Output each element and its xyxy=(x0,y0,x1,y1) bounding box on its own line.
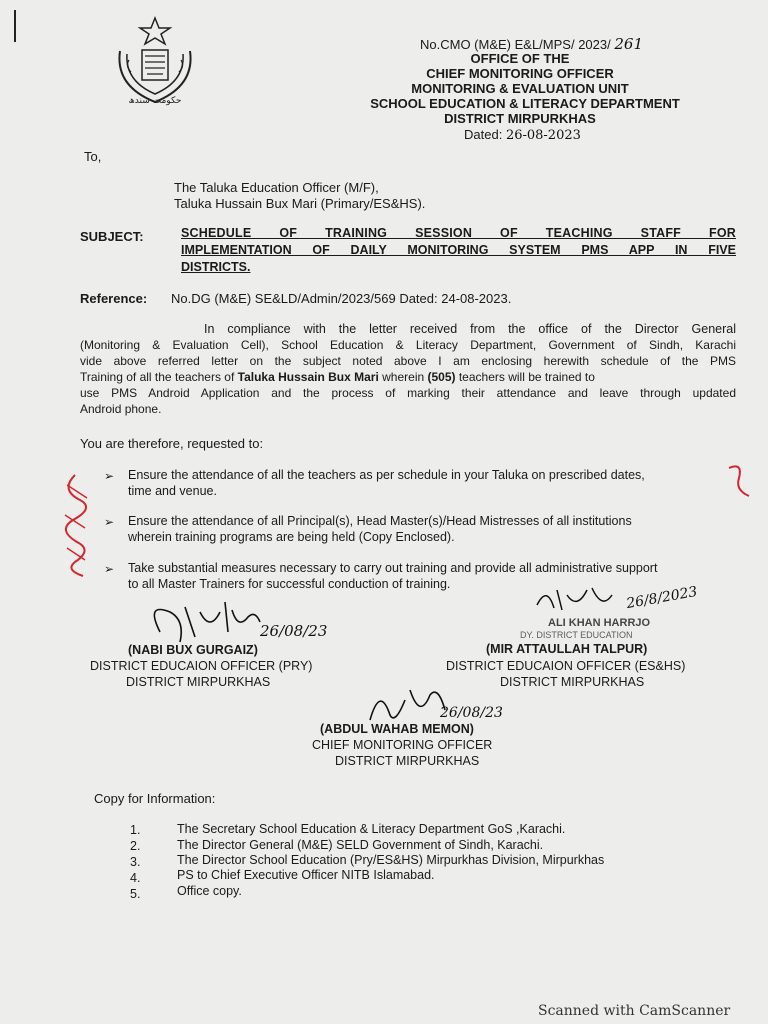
bullet-3-line-2: to all Master Trainers for successful conduction of training. xyxy=(128,577,451,591)
bullet-1-line-2: time and venue. xyxy=(128,484,217,498)
red-check-mark xyxy=(725,460,755,500)
right-stamp-line-1: ALI KHAN HARRJO xyxy=(548,617,651,629)
taluka-name: Taluka Hussain Bux Mari xyxy=(237,370,379,384)
copy-item-number: 3. xyxy=(130,855,141,869)
reference-text: No.DG (M&E) SE&LD/Admin/2023/569 Dated: 24-08-2023. xyxy=(171,291,512,306)
bullet-3-line-1: Take substantial measures necessary to carry out training and provide all administrative support xyxy=(128,561,658,575)
dated-value: 26-08-2023 xyxy=(505,128,581,143)
bullet-2-line-2: wherein training programs are being held (Copy Enclosed). xyxy=(128,530,455,544)
subject-line-3: DISTRICTS. xyxy=(181,260,251,274)
center-signatory-district: DISTRICT MIRPURKHAS xyxy=(335,754,480,768)
office-title-5: DISTRICT MIRPURKHAS xyxy=(444,111,596,126)
bullet-marker: ➢ xyxy=(104,562,115,576)
bullet-1-line-1: Ensure the attendance of all the teachers as per schedule in your Taluka on prescribed dates, xyxy=(128,468,645,482)
copy-item-text: The Director General (M&E) SELD Government of Sindh, Karachi. xyxy=(177,838,544,852)
paragraph-line-2: (Monitoring & Evaluation Cell), School Education & Literacy Department, Government of Sindh, Karachi xyxy=(80,338,736,352)
paragraph-line-4 xyxy=(80,370,736,385)
government-seal xyxy=(105,16,205,111)
left-signatory-district: DISTRICT MIRPURKHAS xyxy=(126,675,271,689)
margin-line xyxy=(14,10,16,42)
paragraph-text: Training of all the teachers of xyxy=(80,370,238,384)
subject-line-2: IMPLEMENTATION OF DAILY MONITORING SYSTEM PMS APP IN FIVE xyxy=(181,243,736,257)
paragraph-line-6: Android phone. xyxy=(80,402,162,416)
copy-item-number: 2. xyxy=(130,839,141,853)
dated-line xyxy=(464,127,581,143)
left-signature-date: 26/08/23 xyxy=(260,622,328,640)
office-title-2: CHIEF MONITORING OFFICER xyxy=(426,66,614,81)
office-title-1: OFFICE OF THE xyxy=(470,51,570,66)
scanner-watermark: Scanned with CamScanner xyxy=(538,1003,731,1019)
copy-item-number: 4. xyxy=(130,871,141,885)
center-signatory-title: CHIEF MONITORING OFFICER xyxy=(312,738,493,752)
reference-number-handwritten: 261 xyxy=(614,35,643,53)
paragraph-text: teachers will be trained to xyxy=(455,370,595,384)
copy-label: Copy for Information: xyxy=(94,791,216,806)
addressee-line-1: The Taluka Education Officer (M/F), xyxy=(174,180,379,195)
requested-text: You are therefore, requested to: xyxy=(80,436,264,451)
office-title-4: SCHOOL EDUCATION & LITERACY DEPARTMENT xyxy=(370,96,680,111)
office-title-3: MONITORING & EVALUATION UNIT xyxy=(411,81,629,96)
to-label: To, xyxy=(84,149,102,164)
bullet-marker: ➢ xyxy=(104,515,115,529)
dated-label: Dated: xyxy=(464,127,503,142)
right-signatory-district: DISTRICT MIRPURKHAS xyxy=(500,675,645,689)
copy-item-text: Office copy. xyxy=(177,884,242,898)
teacher-count: (505) xyxy=(427,370,456,384)
addressee-line-2: Taluka Hussain Bux Mari (Primary/ES&HS). xyxy=(174,196,426,211)
center-signatory-name: (ABDUL WAHAB MEMON) xyxy=(320,722,474,736)
paragraph-line-5: use PMS Android Application and the process of marking their attendance and leave through updated xyxy=(80,386,736,400)
left-signatory-name: (NABI BUX GURGAIZ) xyxy=(128,643,258,657)
copy-item-number: 1. xyxy=(130,823,141,837)
right-signatory-title: DISTRICT EDUCAION OFFICER (ES&HS) xyxy=(446,659,686,673)
bullet-marker: ➢ xyxy=(104,469,115,483)
right-signatory-name: (MIR ATTAULLAH TALPUR) xyxy=(486,642,648,656)
right-signature-date: 26/8/2023 xyxy=(625,583,699,613)
copy-item-number: 5. xyxy=(130,887,141,901)
reference-label: Reference: xyxy=(80,291,148,306)
center-signature-date: 26/08/23 xyxy=(440,705,503,721)
red-margin-marks xyxy=(55,470,115,580)
copy-item-text: PS to Chief Executive Officer NITB Islamabad. xyxy=(177,868,435,882)
right-stamp-line-2: DY. DISTRICT EDUCATION xyxy=(520,630,633,640)
seal-text: حکومت سندھ xyxy=(128,96,182,106)
subject-line-1: SCHEDULE OF TRAINING SESSION OF TEACHING STAFF FOR xyxy=(181,226,736,240)
copy-item-text: The Secretary School Education & Literacy Department GoS ,Karachi. xyxy=(177,822,566,836)
paragraph-line-1: In compliance with the letter received from the office of the Director General xyxy=(204,322,736,336)
paragraph-text: wherein xyxy=(378,370,428,384)
reference-number: No.CMO (M&E) E&L/MPS/ 2023/ xyxy=(420,37,611,52)
paragraph-line-3: vide above referred letter on the subject noted above I am enclosing herewith schedule of the PMS xyxy=(80,354,736,368)
subject-label: SUBJECT: xyxy=(80,229,144,244)
copy-item-text: The Director School Education (Pry/ES&HS) Mirpurkhas Division, Mirpurkhas xyxy=(177,853,605,867)
bullet-2-line-1: Ensure the attendance of all Principal(s), Head Master(s)/Head Mistresses of all institutions xyxy=(128,514,632,528)
left-signatory-title: DISTRICT EDUCAION OFFICER (PRY) xyxy=(90,659,313,673)
